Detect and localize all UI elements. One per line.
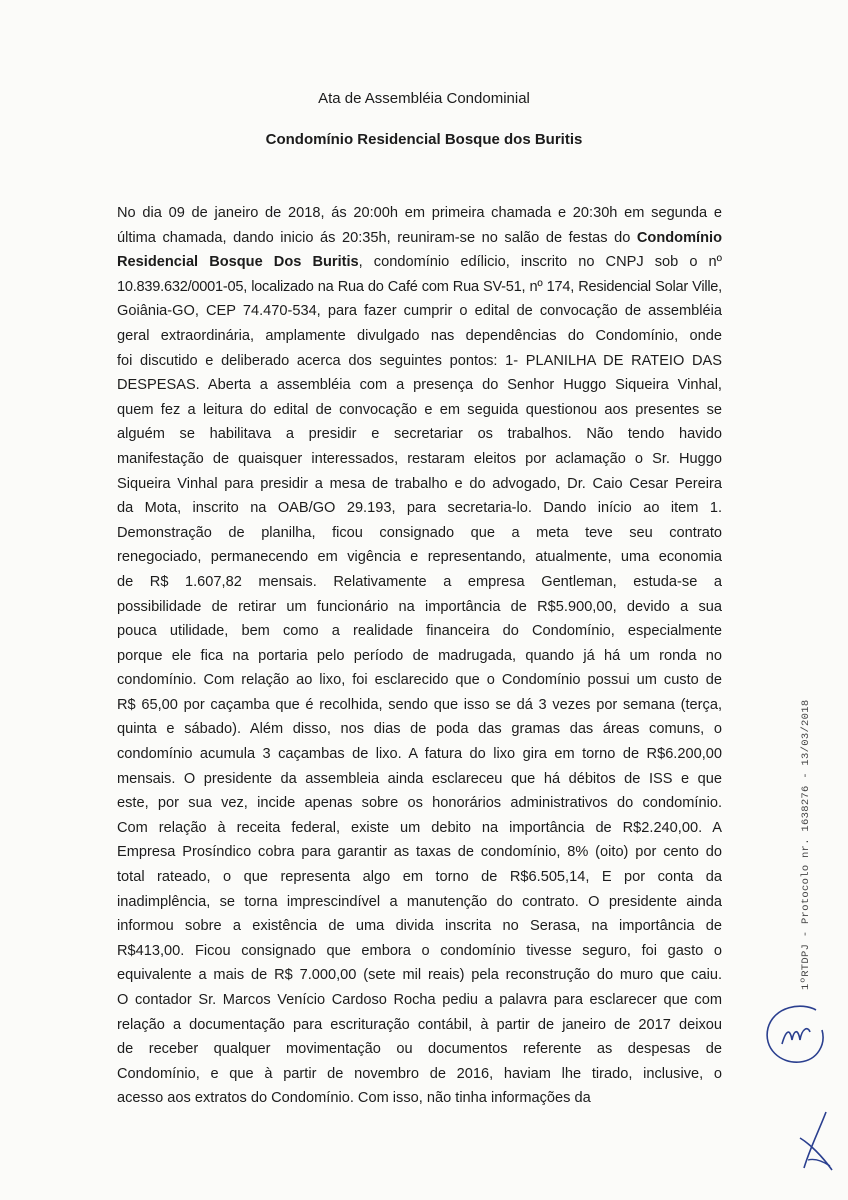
body-line: total rateado, o que representa algo em torno de R$6.505,14, E por conta da bbox=[117, 869, 722, 886]
body-line: R$ 65,00 por caçamba que é recolhida, sendo que isso se dá 3 vezes por semana (terça, bbox=[117, 696, 722, 713]
body-line: última chamada, dando inicio ás 20:35h, reuniram-se no salão de festas do Condomínio bbox=[117, 229, 722, 246]
body-line: da Mota, inscrito na OAB/GO 29.193, para secretaria-lo. Dando início ao item 1. bbox=[117, 500, 722, 517]
rubric-signature bbox=[796, 1108, 836, 1174]
body-line: Empresa Prosíndico cobra para garantir as taxas de condomínio, 8% (oito) por cento do bbox=[117, 844, 722, 861]
body-line: O contador Sr. Marcos Venício Cardoso Rocha pediu a palavra para esclarecer que com bbox=[117, 992, 722, 1008]
body-line: alguém se habilitava a presidir e secretariar os trabalhos. Não tendo havido bbox=[117, 426, 722, 443]
body-line: foi discutido e deliberado acerca dos seguintes pontos: 1- PLANILHA DE RATEIO DAS bbox=[117, 352, 722, 369]
body-line: Demonstração de planilha, ficou consignado que a meta teve seu contrato bbox=[117, 524, 722, 541]
body-line: Residencial Bosque Dos Buritis, condomínio edílicio, inscrito no CNPJ sob o nº bbox=[117, 254, 722, 271]
body-line: condomínio. Com relação ao lixo, foi esclarecido que o Condomínio possui um custo de bbox=[117, 672, 722, 689]
body-line: 10.839.632/0001-05, localizado na Rua do Café com Rua SV-51, nº 174, Residencial Solar Ville, bbox=[117, 278, 722, 295]
body-line: mensais. O presidente da assembleia ainda esclareceu que há débitos de ISS e que bbox=[117, 770, 722, 787]
protocol-stamp-text: 1ºRTDPJ - Protocolo nr. 1638276 - 13/03/2018 bbox=[800, 699, 812, 990]
body-line: inadimplência, se torna imprescindível a manutenção do contrato. O presidente ainda bbox=[117, 893, 722, 910]
body-line: Goiânia-GO, CEP 74.470-534, para fazer cumprir o edital de convocação de assembléia bbox=[117, 303, 722, 320]
body-line: de receber qualquer movimentação ou documentos referente as despesas de bbox=[117, 1041, 722, 1058]
initials-signature bbox=[762, 1000, 828, 1068]
body-line: acesso aos extratos do Condomínio. Com isso, não tinha informações da bbox=[117, 1090, 591, 1107]
body-line: porque ele fica na portaria pelo período de madrugada, quando já há um ronda no bbox=[117, 647, 722, 664]
body-line: renegociado, permanecendo em vigência e representando, atualmente, uma economia bbox=[117, 549, 722, 566]
body-line: condomínio acumula 3 caçambas de lixo. A fatura do lixo gira em torno de R$6.200,00 bbox=[117, 746, 722, 763]
body-line: de R$ 1.607,82 mensais. Relativamente a empresa Gentleman, estuda-se a bbox=[117, 573, 722, 590]
body-line: geral extraordinária, amplamente divulgado nas dependências do Condomínio, onde bbox=[117, 327, 722, 344]
minutes-body bbox=[117, 201, 722, 1111]
body-line: DESPESAS. Aberta a assembléia com a presença do Senhor Huggo Siqueira Vinhal, bbox=[117, 377, 722, 394]
body-line: equivalente a mais de R$ 7.000,00 (sete mil reais) pela reconstrução do muro que caiu. bbox=[117, 967, 722, 984]
body-line: pouca utilidade, bem como a realidade financeira do Condomínio, especialmente bbox=[117, 623, 722, 640]
body-line: manifestação de quaisquer interessados, restaram eleitos por aclamação o Sr. Huggo bbox=[117, 450, 722, 467]
body-line: informou sobre a existência de uma divida inscrita no Serasa, na importância de bbox=[117, 918, 722, 935]
document-title: Ata de Assembléia Condominial bbox=[318, 90, 530, 107]
body-line: Condomínio, e que à partir de novembro de 2016, haviam lhe tirado, inclusive, o bbox=[117, 1065, 722, 1082]
body-line: Siqueira Vinhal para presidir a mesa de trabalho e do advogado, Dr. Caio Cesar Pereira bbox=[117, 475, 722, 492]
condominium-name: Condomínio Residencial Bosque dos Buritis bbox=[265, 131, 583, 148]
body-line: este, por sua vez, incide apenas sobre os honorários administrativos do condomínio. bbox=[117, 795, 722, 812]
body-line: quem fez a leitura do edital de convocação e em seguida questionou aos presentes se bbox=[117, 401, 722, 418]
body-line: possibilidade de retirar um funcionário na importância de R$5.900,00, devido a sua bbox=[117, 598, 722, 615]
body-line: R$413,00. Ficou consignado que embora o condomínio tivesse seguro, foi gasto o bbox=[117, 942, 722, 959]
body-line: No dia 09 de janeiro de 2018, ás 20:00h em primeira chamada e 20:30h em segunda e bbox=[117, 205, 722, 221]
body-line: Com relação à receita federal, existe um debito na importância de R$2.240,00. A bbox=[117, 819, 722, 836]
body-line: relação a documentação para escrituração contábil, à partir de janeiro de 2017 deixou bbox=[117, 1016, 722, 1033]
body-line: quinta e sábado). Além disso, nos dias de poda das gramas das áreas comuns, o bbox=[117, 721, 722, 738]
